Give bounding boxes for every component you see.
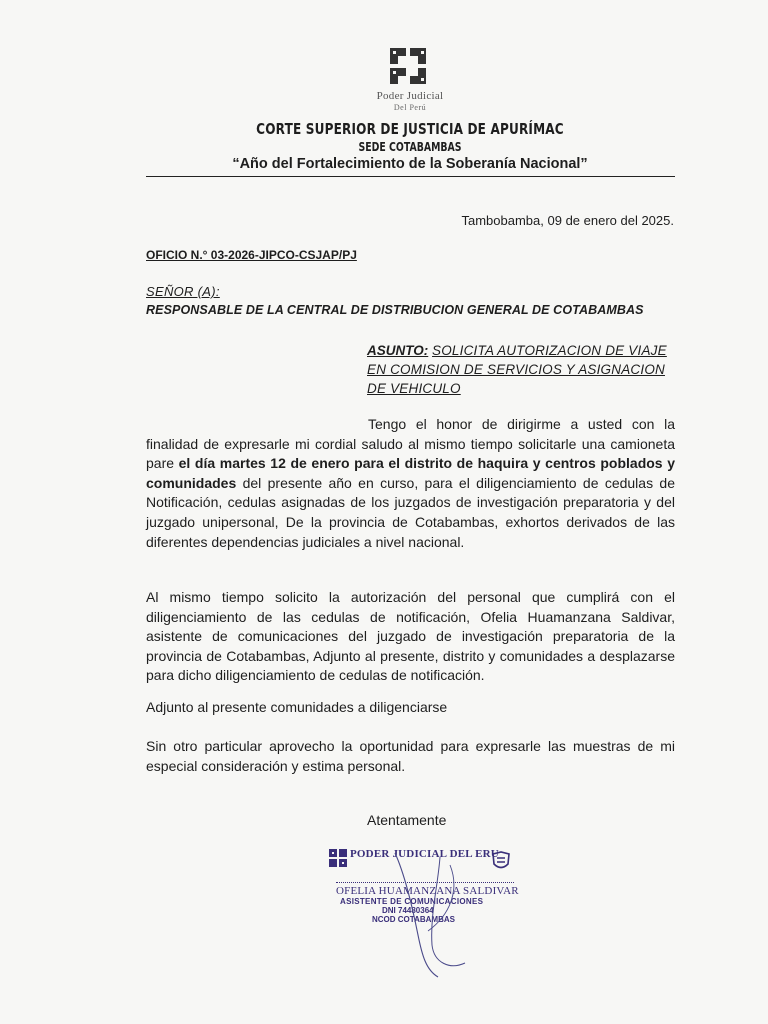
subject-text: SOLICITA AUTORIZACION DE VIAJE EN COMISION DE SERVICIOS Y ASIGNACION DE VEHICULO [367, 343, 667, 396]
paragraph-closing: Sin otro particular aprovecho la oportunidad para expresarle las muestras de mi especial consideración y estima personal. [146, 738, 675, 774]
subject-label: ASUNTO: [367, 343, 429, 358]
institution-name: Poder Judicial [376, 90, 444, 102]
header-divider [146, 176, 675, 177]
paragraph-request-b: del presente año en curso, para el diligenciamiento de cedulas de Notificación, cedulas asignadas de los juzgados de investigación preparatoria y del juzgado unipersonal, De la provincia de Cotabambas, exhortos derivados de las diferentes dependencias judiciales a nivel nacional. [146, 474, 675, 550]
recipient: RESPONSABLE DE LA CENTRAL DE DISTRIBUCION GENERAL DE COTABAMBAS [146, 303, 644, 317]
sede-title: SEDE COTABAMBAS [358, 140, 462, 154]
place-date: Tambobamba, 09 de enero del 2025. [461, 213, 674, 228]
salutation: SEÑOR (A): [146, 284, 220, 299]
poder-judicial-logo-icon [386, 46, 432, 86]
stamp-sede: NCOD COTABAMBAS [372, 915, 455, 924]
handwritten-signature [300, 845, 560, 985]
stamp-dni: DNI 74480364 [382, 906, 434, 915]
stamp-role: ASISTENTE DE COMUNICACIONES [340, 897, 484, 906]
stamp-name: OFELIA HUAMANZANA SALDIVAR [336, 885, 519, 897]
closing-word: Atentamente [367, 812, 447, 828]
year-motto: “Año del Fortalecimiento de la Soberanía Nacional” [232, 156, 588, 172]
stamp-institution: PODER JUDICIAL DEL ERU [350, 848, 499, 860]
subject-block [367, 341, 675, 398]
paragraph-attachment: Adjunto al presente comunidades a diligenciarse [146, 699, 448, 715]
paragraph-request-bold: el día martes 12 de enero para el distrito de haquira y centros poblados y comunidades [146, 455, 675, 491]
institution-country: Del Perú [393, 103, 427, 112]
paragraph-request-a: Tengo el honor de dirigirme a usted con la finalidad de expresarle mi cordial saludo al mismo tiempo solicitarle una camioneta pare [146, 416, 675, 472]
paragraph-request [146, 415, 675, 552]
paragraph-personnel: Al mismo tiempo solicito la autorización del personal que cumplirá con el diligenciamiento de las cedulas de notificación, Ofelia Huamanzana Saldivar, asistente de comunicaciones del juzgado de investigación preparatoria de la provincia de Cotabambas, Adjunto al presente, distrito y comunidades a desplazarse para dicho diligenciamiento de cedulas de notificación. [146, 589, 675, 684]
oficio-number: OFICIO N.° 03-2026-JIPCO-CSJAP/PJ [146, 248, 357, 262]
court-title: CORTE SUPERIOR DE JUSTICIA DE APURÍMAC [256, 120, 564, 138]
